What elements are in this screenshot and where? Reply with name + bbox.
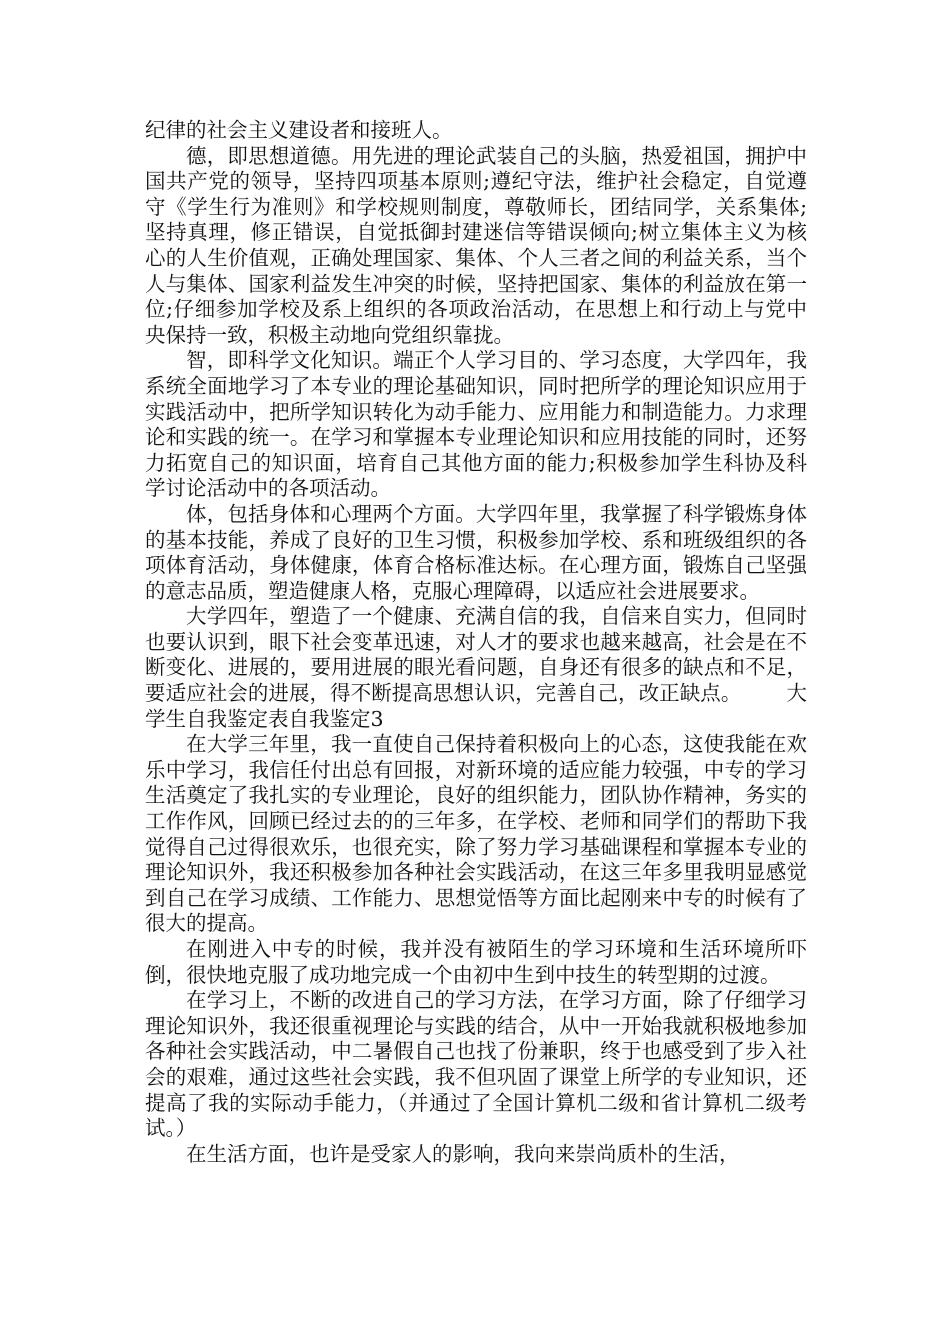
paragraph-moral: 德，即思想道德。用先进的理论武装自己的头脑，热爱祖国，拥护中国共产党的领导，坚持四项基本原则;遵纪守法，维护社会稳定，自觉遵守《学生行为准则》和学校规则制度，尊敬师长，团结同学，关系集体;坚持真理，修正错误，自觉抵御封建迷信等错误倾向;树立集体主义为核心的人生价值观，正确处理国家、集体、个人三者之间的利益关系，当个人与集体、国家利益发生冲突的时候，坚持把国家、集体的利益放在第一位;仔细参加学校及系上组织的各项政治活动，在思想上和行动上与党中央保持一致，积极主动地向党组织靠拢。 xyxy=(145,143,807,347)
paragraph-continuation: 纪律的社会主义建设者和接班人。 xyxy=(145,118,453,142)
paragraph-life: 在生活方面，也许是受家人的影响，我向来崇尚质朴的生活， xyxy=(186,1141,740,1166)
paragraph-summary xyxy=(145,604,807,732)
paragraph-entry: 在刚进入中专的时候，我并没有被陌生的学习环境和生活环境所吓倒，很快地克服了成功地完成一个由初中生到中技生的转型期的过渡。 xyxy=(145,937,807,987)
section-heading: 大学生自我鉴定表自我鉴定3 xyxy=(145,681,807,731)
document-body xyxy=(145,118,807,1167)
paragraph-study: 在学习上，不断的改进自己的学习方法，在学习方面，除了仔细学习理论知识外，我还很重视理论与实践的结合，从中一开始我就积极地参加各种社会实践活动，中二暑假自己也找了份兼职，终于也感受到了步入社会的艰难，通过这些社会实践，我不但巩固了课堂上所学的专业知识，还提高了我的实际动手能力，（并通过了全国计算机二级和省计算机二级考试。） xyxy=(145,988,807,1141)
paragraph-intellect: 智，即科学文化知识。端正个人学习目的、学习态度，大学四年，我系统全面地学习了本专业的理论基础知识，同时把所学的理论知识应用于实践活动中，把所学知识转化为动手能力、应用能力和制造能力。力求理论和实践的统一。在学习和掌握本专业理论知识和应用技能的同时，还努力拓宽自己的知识面，培育自己其他方面的能力;积极参加学生科协及科学讨论活动中的各项活动。 xyxy=(145,348,807,501)
paragraph-physical: 体，包括身体和心理两个方面。大学四年里，我掌握了科学锻炼身体的基本技能，养成了良好的卫生习惯，积极参加学校、系和班级组织的各项体育活动，身体健康，体育合格标准达标。在心理方面，锻炼自己坚强的意志品质，塑造健康人格，克服心理障碍，以适应社会进展要求。 xyxy=(145,501,807,603)
paragraph-summary-text: 大学四年，塑造了一个健康、充满自信的我，自信来自实力，但同时也要认识到，眼下社会变革迅速，对人才的要求也越来越高，社会是在不断变化、进展的，要用进展的眼光看问题，自身还有很多的缺点和不足，要适应社会的进展，得不断提高思想认识，完善自己，改正缺点。 xyxy=(145,604,807,706)
paragraph-three-years: 在大学三年里，我一直使自己保持着积极向上的心态，这使我能在欢乐中学习，我信任付出总有回报，对新环境的适应能力较强，中专的学习生活奠定了我扎实的专业理论，良好的组织能力，团队协作精神，务实的工作作风，回顾已经过去的的三年多，在学校、老师和同学们的帮助下我觉得自己过得很欢乐，也很充实，除了努力学习基础课程和掌握本专业的理论知识外，我还积极参加各种社会实践活动，在这三年多里我明显感觉到自己在学习成绩、工作能力、思想觉悟等方面比起刚来中专的时候有了很大的提高。 xyxy=(145,732,807,936)
